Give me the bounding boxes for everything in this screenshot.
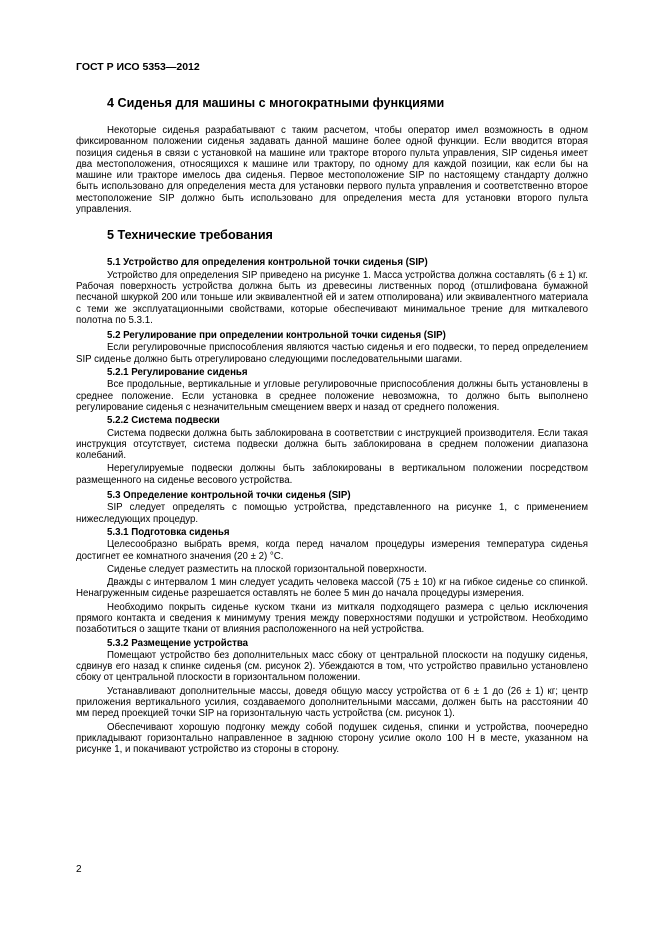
paragraph: Необходимо покрыть сиденье куском ткани из миткаля подходящего размера с целью исключения прямого контакта и сведения к минимуму трения между поверхностями подушки и устройством. Необходимо позаботиться о защите ткани от влияния расположенного на ней устройства. (76, 601, 588, 636)
section-5-heading: 5 Технические требования (107, 228, 273, 243)
subsection-5-2-1-heading: 5.2.1 Регулирование сиденья (107, 367, 248, 379)
subsection-5-2-heading: 5.2 Регулирование при определении контрольной точки сиденья (SIP) (107, 330, 446, 342)
paragraph: Целесообразно выбрать время, когда перед началом процедуры измерения температура сиденья достигнет ее комнатного значения (20 ± 2) °С. (76, 539, 588, 562)
paragraph: Если регулировочные приспособления являются частью сиденья и его подвески, то перед определением SIP сиденье должно быть отрегулировано следующими последовательными шагами. (76, 342, 588, 365)
paragraph: Все продольные, вертикальные и угловые регулировочные приспособления должны быть установлены в среднее положение. Если установка в среднее положение невозможна, то должно быть выполнено регулирование сиденья с незначительным смещением вверх и назад от среднего положения. (76, 379, 588, 413)
subsection-5-3-heading: 5.3 Определение контрольной точки сиденья (SIP) (107, 490, 351, 502)
subsection-5-3-1-heading: 5.3.1 Подготовка сиденья (107, 526, 230, 538)
paragraph: Сиденье следует разместить на плоской горизонтальной поверхности. (107, 563, 427, 575)
paragraph: Нерегулируемые подвески должны быть заблокированы в вертикальном положении посредством размещенного на сиденье весового устройства. (76, 463, 588, 486)
subsection-5-2-2-heading: 5.2.2 Система подвески (107, 415, 220, 427)
paragraph: Устройство для определения SIP приведено на рисунке 1. Масса устройства должна составлять (6 ± 1) кг. Рабочая поверхность устройства должна быть из древесины лиственных пород (отшлифована бумажной песчаной шкуркой 200 или тоньше или эквивалентной ей и затем отполирована) или эквивалентного материала с теми же эксплуатационными свойствами, которые обеспечивают минимальное трение для миткалевого полотна по 5.3.1. (76, 269, 588, 326)
paragraph: Система подвески должна быть заблокирована в соответствии с инструкцией производителя. Если такая инструкция отсутствует, система подвески должна быть заблокирована в среднем положении диапазона колебаний. (76, 427, 588, 462)
section-4-heading: 4 Сиденья для машины с многократными функциями (107, 96, 445, 110)
subsection-5-1-heading: 5.1 Устройство для определения контрольной точки сиденья (SIP) (107, 257, 428, 269)
paragraph: Обеспечивают хорошую подгонку между собой подушек сиденья, спинки и устройства, поочередно прикладывают горизонтально направленное в заднюю сторону усилие около 100 Н в месте, указанном на рисунке 1, и покачивают устройство из стороны в сторону. (76, 721, 588, 756)
page-number: 2 (76, 864, 82, 875)
paragraph: Помещают устройство без дополнительных масс сбоку от центральной плоскости на подушку сиденья, сдвинув его назад к спинке сиденья (см. рисунок 2). Убеждаются в том, что устройство правильно установлено сбоку от центральной плоскости в горизонтальном положении. (76, 649, 588, 684)
paragraph: SIP следует определять с помощью устройства, представленного на рисунке 1, с применением нижеследующих процедур. (76, 502, 588, 525)
paragraph: Некоторые сиденья разрабатывают с таким расчетом, чтобы оператор имел возможность в одном фиксированном положении сиденья задавать данной машине более одной функции. Если вводится вторая позиция сиденья в связи с установкой на машине или тракторе второго пульта управления, SIP сиденья имеет два местоположения, относящихся к машине или трактору, по одному для каждой позиции, как если бы на машине или тракторе имелось два сиденья. Первое местоположение SIP по настоящему стандарту должно быть использовано для определения места для установки первого пульта управления и соответственно второе местоположение SIP должно быть использовано для определения места для установки второго пульта управления. (76, 125, 588, 216)
document-header: ГОСТ Р ИСО 5353—2012 (76, 61, 200, 73)
document-body (76, 96, 588, 756)
subsection-5-3-2-heading: 5.3.2 Размещение устройства (107, 637, 249, 649)
paragraph: Устанавливают дополнительные массы, доведя общую массу устройства от 6 ± 1 до (26 ± 1) кг; центр приложения вертикального усилия, создаваемого дополнительными массами, должен быть на расстоянии 40 мм перед проекцией точки SIP на горизонтальную часть устройства (см. рисунок 1). (76, 685, 588, 720)
paragraph: Дважды с интервалом 1 мин следует усадить человека массой (75 ± 10) кг на гибкое сиденье со спинкой. Ненагруженным сиденье разрешается оставлять не более 5 мин до начала процедуры измерения. (76, 577, 588, 600)
